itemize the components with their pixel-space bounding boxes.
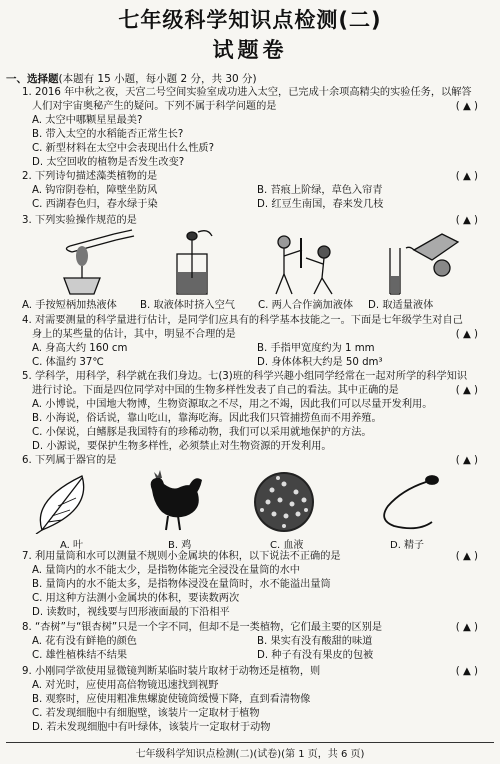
q7-answer-blank[interactable]: ( ▲ ) (455, 551, 478, 562)
q8-option-c: C. 雄性植株结不结果 (32, 650, 128, 661)
q6-option-b: B. 鸡 (168, 540, 192, 551)
q7-option-b: B. 量筒内的水不能太多，是指物体浸没在量筒时，水不能溢出量筒 (32, 579, 331, 590)
q3-option-b: B. 取液体时挤入空气 (140, 300, 235, 311)
question-9 (22, 665, 478, 735)
exam-title: 七年级科学知识点检测(二) (118, 8, 382, 32)
q9-stem: 9. 小刚同学欲使用显微镜判断某临时装片取材于动物还是植物，则 (22, 666, 321, 677)
question-1 (22, 86, 478, 170)
q7-option-a: A. 量筒内的水不能太少，是指物体能完全浸没在量筒的水中 (32, 565, 300, 576)
pouring-liquid-figure (390, 234, 458, 294)
q4-answer-blank[interactable]: ( ▲ ) (455, 329, 478, 340)
q6-option-a: A. 叶 (60, 540, 84, 551)
q2-option-a: A. 钩帘阴卷柏，障壁坐防风 (32, 185, 158, 196)
q1-option-a: A. 太空中哪颗星星最美? (32, 115, 143, 126)
q6-option-c: C. 血液 (270, 540, 304, 551)
question-5 (22, 370, 478, 454)
question-6 (22, 454, 478, 468)
q5-answer-blank[interactable]: ( ▲ ) (455, 385, 478, 396)
q7-stem: 7. 利用量筒和水可以测量不规则小金属块的体积，以下说法不正确的是 (22, 551, 341, 562)
q6-figures (22, 470, 482, 534)
q5-stem-line1: 5. 学科学，用科学，科学就在我们身边。七(3)班的科学兴趣小组同学经常在一起对所学的科学知识 (22, 371, 468, 382)
two-people-figure (276, 236, 332, 294)
q4-option-d: D. 身体体积大约是 50 dm³ (257, 357, 383, 368)
q7-option-d: D. 读数时，视线要与凹形液面最的下沿相平 (32, 607, 230, 618)
dropper-beaker-figure (177, 231, 212, 294)
q8-option-b: B. 果实有没有酸甜的味道 (257, 636, 373, 647)
q5-option-a: A. 小博说，中国地大物博，生物资源取之不尽，用之不竭，因此我们可以尽量开发利用。 (32, 399, 433, 410)
q2-option-b: B. 苔痕上阶绿，草色入帘青 (257, 185, 383, 196)
q3-stem: 3. 下列实验操作规范的是 (22, 215, 137, 226)
q9-option-b: B. 观察时，应使用粗准焦螺旋使镜筒缓慢下降，直到看清物像 (32, 694, 311, 705)
question-3 (22, 214, 478, 228)
q2-answer-blank[interactable]: ( ▲ ) (455, 171, 478, 182)
q9-option-c: C. 若发现细胞中有细胞壁，该装片一定取材于植物 (32, 708, 260, 719)
q1-option-d: D. 太空回收的植物是否发生改变? (32, 157, 185, 168)
question-4 (22, 314, 478, 370)
section-header-title: 一、选择题 (6, 73, 59, 85)
q5-option-d: D. 小源说，要保护生物多样性，必须禁止对生物资源的开发利用。 (32, 441, 332, 452)
exam-subtitle: 试题卷 (212, 38, 288, 62)
q6-answer-blank[interactable]: ( ▲ ) (455, 455, 478, 466)
question-8 (22, 621, 478, 663)
q1-option-b: B. 带入太空的水稻能否正常生长? (32, 129, 184, 140)
q1-stem-line2: 人们对宇宙奥秘产生的疑问。下列不属于科学问题的是 (32, 101, 277, 112)
q3-option-a: A. 手按短柄加热液体 (22, 300, 117, 311)
q8-stem: 8. “杏树”与“银杏树”只是一个字不同，但却不是一类植物，它们最主要的区别是 (22, 622, 383, 633)
q6-stem: 6. 下列属于器官的是 (22, 455, 117, 466)
q3-option-d: D. 取适量液体 (368, 300, 434, 311)
q5-option-b: B. 小海说，俗话说，靠山吃山，靠海吃海。因此我们只管捕捞鱼而不用养殖。 (32, 413, 382, 424)
rooster-figure (151, 470, 202, 530)
sperm-cell-figure (384, 476, 438, 528)
q3-answer-blank[interactable]: ( ▲ ) (455, 215, 478, 226)
q9-answer-blank[interactable]: ( ▲ ) (455, 666, 478, 677)
q2-option-c: C. 西湖春色归，春水绿于染 (32, 199, 158, 210)
q8-option-d: D. 种子有没有果皮的包被 (257, 650, 374, 661)
q4-option-c: C. 体温约 37℃ (32, 357, 104, 368)
question-2 (22, 170, 478, 212)
section-header (6, 71, 257, 86)
section-header-note: (本题有 15 小题，每小题 2 分，共 30 分) (58, 73, 257, 85)
q3-figures (22, 228, 482, 300)
q1-answer-blank[interactable]: ( ▲ ) (455, 101, 478, 112)
q4-stem-line2: 身上的某些量的估计，其中，明显不合理的是 (32, 329, 236, 340)
q3-option-c: C. 两人合作滴加液体 (258, 300, 354, 311)
q7-option-c: C. 用这种方法测小金属块的体积，要读数两次 (32, 593, 240, 604)
q1-option-c: C. 新型材料在太空中会表现出什么性质? (32, 143, 214, 154)
q9-option-d: D. 若未发现细胞中有叶绿体，该装片一定取材于动物 (32, 722, 271, 733)
q2-stem: 2. 下列诗句描述藻类植物的是 (22, 171, 158, 182)
q2-option-d: D. 红豆生南国，春来发几枝 (257, 199, 384, 210)
q4-stem-line1: 4. 对需要测量的科学量进行估计，是同学们应具有的科学基本技能之一。下面是七年级学生对自己 (22, 315, 463, 326)
q5-stem-line2: 进行讨论。下面是四位同学对中国的生物多样性发表了自己的看法。其中正确的是 (32, 385, 399, 396)
q1-stem-line1: 1. 2016 年中秋之夜，天宫二号空间实验室成功进入太空，已完成十余项高精尖的实验任务，以解答 (22, 87, 472, 98)
leaf-figure (36, 476, 84, 534)
q8-option-a: A. 花有没有鲜艳的颜色 (32, 636, 137, 647)
q4-option-a: A. 身高大约 160 cm (32, 343, 128, 354)
blood-sample-figure (254, 472, 314, 532)
page-footer: 七年级科学知识点检测(二)(试卷)(第 1 页，共 6 页) (135, 749, 365, 760)
heating-tube-figure (64, 230, 134, 294)
q6-option-d: D. 精子 (390, 540, 425, 551)
q9-option-a: A. 对光时，应使用高倍物镜迅速找到视野 (32, 680, 219, 691)
question-7 (22, 550, 478, 620)
footer-divider (6, 742, 494, 743)
q8-answer-blank[interactable]: ( ▲ ) (455, 622, 478, 633)
q5-option-c: C. 小保说，白鳍豚是我国特有的珍稀动物，我们可以采用就地保护的方法。 (32, 427, 372, 438)
q3-options (22, 299, 478, 313)
q4-option-b: B. 手指甲宽度约为 1 mm (257, 343, 375, 354)
